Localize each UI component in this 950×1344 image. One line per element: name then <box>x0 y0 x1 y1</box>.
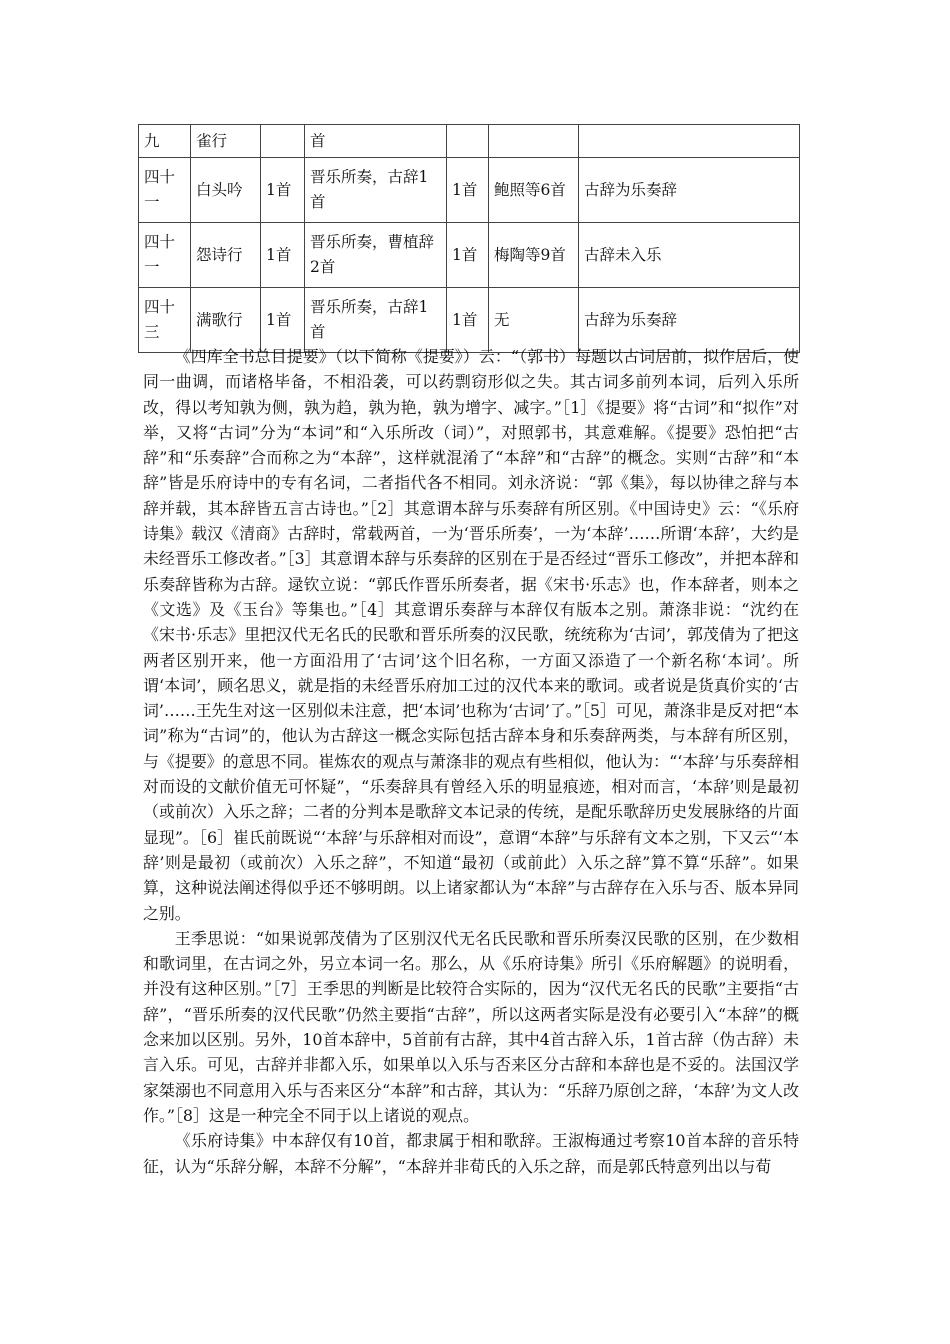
table-cell: 鲍照等6首 <box>489 158 579 223</box>
table-cell: 四十一 <box>139 158 191 223</box>
table-cell: 1首 <box>261 288 305 353</box>
table-cell: 1首 <box>447 288 489 353</box>
table-cell: 四十一 <box>139 223 191 288</box>
table-cell <box>489 125 579 158</box>
table-cell: 满歌行 <box>191 288 261 353</box>
table-cell: 晋乐所奏，古辞1首 <box>305 158 447 223</box>
table-cell: 四十三 <box>139 288 191 353</box>
table-cell: 雀行 <box>191 125 261 158</box>
table-cell <box>261 125 305 158</box>
table-cell: 首 <box>305 125 447 158</box>
table-cell: 白头吟 <box>191 158 261 223</box>
table-cell: 1首 <box>261 158 305 223</box>
table-cell <box>579 125 800 158</box>
table-cell: 梅陶等9首 <box>489 223 579 288</box>
body-text <box>143 344 799 1179</box>
table-cell: 1首 <box>447 158 489 223</box>
table-cell: 无 <box>489 288 579 353</box>
table-cell: 晋乐所奏，曹植辞2首 <box>305 223 447 288</box>
table-cell: 晋乐所奏，古辞1首 <box>305 288 447 353</box>
table-cell: 九 <box>139 125 191 158</box>
table-cell: 古辞未入乐 <box>579 223 800 288</box>
table-row <box>139 158 800 223</box>
table-cell <box>447 125 489 158</box>
paragraph: 王季思说：“如果说郭茂倩为了区别汉代无名氏民歌和晋乐所奏汉民歌的区别，在少数相和歌词里，在古词之外，另立本词一名。那么，从《乐府诗集》所引《乐府解题》的说明看，并没有这种区别。”［7］王季思的判断是比较符合实际的，因为“汉代无名氏的民歌”主要指“古辞”，“晋乐所奏的汉代民歌”仍然主要指“古辞”，所以这两者实际是没有必要引入“本辞”的概念来加以区别。另外，10首本辞中，5首前有古辞，其中4首古辞入乐，1首古辞（伪古辞）未言入乐。可见，古辞并非都入乐，如果单以入乐与否来区分古辞和本辞也是不妥的。法国汉学家桀溺也不同意用入乐与否来区分“本辞”和古辞，其认为：“乐辞乃原创之辞，‘本辞’为文人改作。”［8］这是一种完全不同于以上诸说的观点。 <box>143 928 799 1125</box>
table-cell: 怨诗行 <box>191 223 261 288</box>
table-cell: 古辞为乐奏辞 <box>579 158 800 223</box>
table-row <box>139 125 800 158</box>
table-cell: 古辞为乐奏辞 <box>579 288 800 353</box>
table-cell: 1首 <box>447 223 489 288</box>
table-row <box>139 223 800 288</box>
table-cell: 1首 <box>261 223 305 288</box>
table-row <box>139 288 800 353</box>
paragraph: 《四库全书总目提要》（以下简称《提要》）云：“（郭书）每题以古词居前，拟作居后，使同一曲调，而诸格毕备，不相沿袭，可以药剽窃形似之失。其古词多前列本词，后列入乐所改，得以考知孰为侧，孰为趋，孰为艳，孰为增字、减字。”［1］《提要》将“古词”和“拟作”对举，又将“古词”分为“本词”和“入乐所改（词）”，对照郭书，其意难解。《提要》恐怕把“古辞”和“乐奏辞”合而称之为“本辞”，这样就混淆了“本辞”和“古辞”的概念。实则“古辞”和“本辞”皆是乐府诗中的专有名词，二者指代各不相同。刘永济说：“郭《集》，每以协律之辞与本辞并载，其本辞皆五言古诗也。”［2］其意谓本辞与乐奏辞有所区别。《中国诗史》云：“《乐府诗集》载汉《清商》古辞时，常载两首，一为‘晋乐所奏’，一为‘本辞’……所谓‘本辞’，大约是未经晋乐工修改者。”［3］其意谓本辞与乐奏辞的区别在于是否经过“晋乐工修改”，并把本辞和乐奏辞皆称为古辞。逯钦立说：“郭氏作晋乐所奏者，据《宋书·乐志》也，作本辞者，则本之《文选》及《玉台》等集也。”［4］其意谓乐奏辞与本辞仅有版本之别。萧涤非说：“沈约在《宋书·乐志》里把汉代无名氏的民歌和晋乐所奏的汉民歌，统统称为‘古词’，郭茂倩为了把这两者区别开来，他一方面沿用了‘古词’这个旧名称，一方面又添造了一个新名称‘本词’。所谓‘本词’，顾名思义，就是指的未经晋乐府加工过的汉代本来的歌词。或者说是货真价实的‘古词’……王先生对这一区别似未注意，把‘本词’也称为‘古词’了。”［5］可见，萧涤非是反对把“本词”称为“古词”的，他认为古辞这一概念实际包括古辞本身和乐奏辞两类，与本辞有所区别，与《提要》的意思不同。崔炼农的观点与萧涤非的观点有些相似，他认为：“‘本辞’与乐奏辞相对而设的文献价值无可怀疑”，“乐奏辞具有曾经入乐的明显痕迹，相对而言，‘本辞’则是最初（或前次）入乐之辞；二者的分判本是歌辞文本记录的传统，是配乐歌辞历史发展脉络的片面显现”。［6］崔氏前既说“‘本辞’与乐辞相对而设”，意谓“本辞”与乐辞有文本之别，下又云“‘本辞’则是最初（或前次）入乐之辞”，不知道“最初（或前此）入乐之辞”算不算“乐辞”。如果算，这种说法阐述得似乎还不够明朗。以上诸家都认为“本辞”与古辞存在入乐与否、版本异同之别。 <box>143 347 799 923</box>
music-table <box>138 124 800 353</box>
paragraph: 《乐府诗集》中本辞仅有10首，都隶属于相和歌辞。王淑梅通过考察10首本辞的音乐特征，认为“乐辞分解，本辞不分解”，“本辞并非荀氏的入乐之辞，而是郭氏特意列出以与荀 <box>143 1131 799 1176</box>
